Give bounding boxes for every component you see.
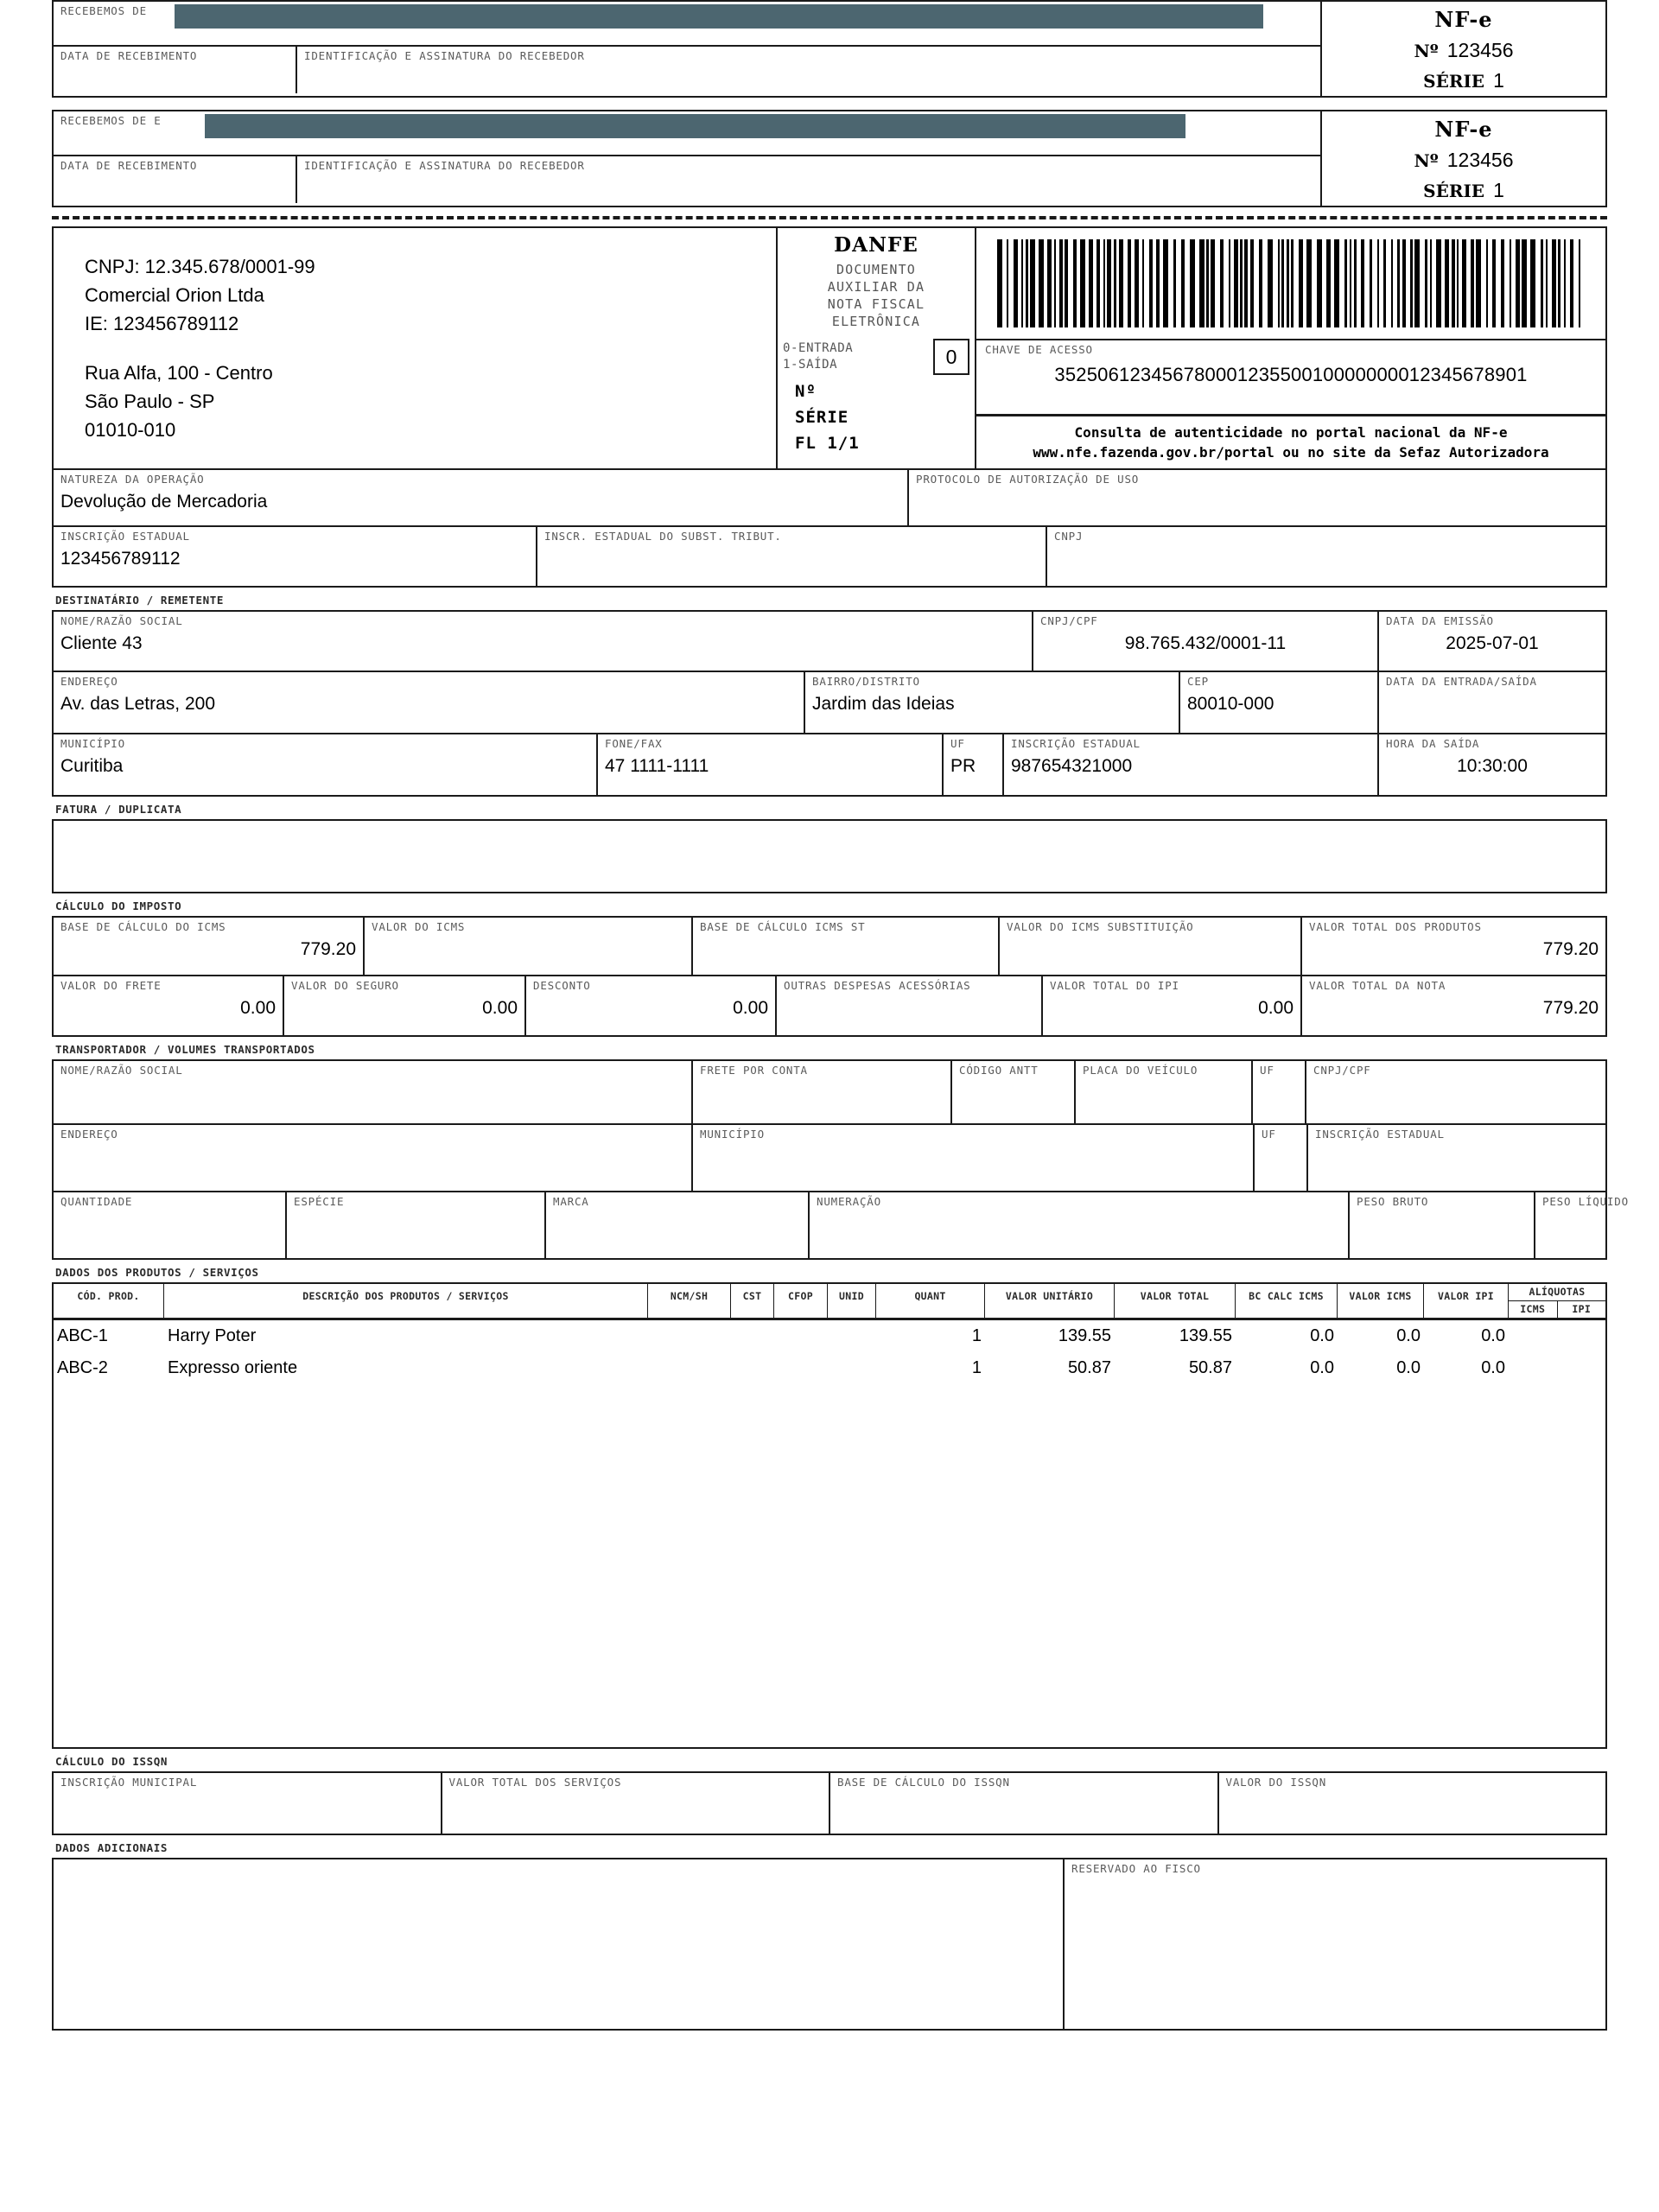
field-value: 0.00 bbox=[1258, 998, 1294, 1018]
adicionais-section-title: DADOS ADICIONAIS bbox=[55, 1841, 168, 1854]
column-header: NCM/SH bbox=[648, 1284, 731, 1318]
chave-acesso-label: CHAVE DE ACESSO bbox=[985, 343, 1093, 356]
field-label: CNPJ/CPF bbox=[1313, 1064, 1371, 1077]
issqn-field bbox=[54, 1773, 442, 1834]
chave-acesso-field bbox=[976, 340, 1605, 416]
recibo-2-data-cell bbox=[54, 156, 297, 203]
recibo-block-1 bbox=[52, 0, 1607, 98]
field-label: VALOR TOTAL DOS PRODUTOS bbox=[1309, 920, 1482, 933]
destinatario-cnpj-label: CNPJ/CPF bbox=[1040, 614, 1098, 627]
destinatario-row-1 bbox=[52, 610, 1607, 672]
table-row[interactable] bbox=[54, 1352, 1605, 1384]
nfe-title: NF-e bbox=[1434, 7, 1493, 32]
protocolo-autorizacao-field bbox=[909, 470, 1605, 525]
field-cell bbox=[1253, 1061, 1306, 1123]
dados-adicionais-box bbox=[52, 1858, 1607, 2031]
chave-acesso-value: 35250612345678000123550010000000012345678901 bbox=[1054, 364, 1528, 385]
issqn-field bbox=[830, 1773, 1219, 1834]
produtos-table bbox=[52, 1282, 1607, 1749]
cell-unid bbox=[828, 1352, 876, 1384]
natureza-operacao-value: Devolução de Mercadoria bbox=[60, 492, 268, 512]
recibo-1-data-cell bbox=[54, 47, 297, 93]
issqn-field bbox=[442, 1773, 831, 1834]
danfe-numero-label: Nº bbox=[795, 382, 817, 401]
issqn-section-title: CÁLCULO DO ISSQN bbox=[55, 1755, 168, 1768]
destinatario-uf-field bbox=[944, 734, 1004, 795]
emitente-ie: IE: 123456789112 bbox=[85, 313, 239, 334]
destinatario-endereco-field bbox=[54, 672, 805, 733]
danfe-title-block bbox=[778, 228, 976, 468]
danfe-word: DANFE bbox=[834, 233, 918, 257]
danfe-entrada-label: 0-ENTRADA bbox=[783, 341, 854, 355]
nfe-serie-line bbox=[1322, 69, 1605, 92]
field-label: VALOR DO ICMS bbox=[372, 920, 466, 933]
data-emissao-value: 2025-07-01 bbox=[1446, 633, 1539, 653]
cell-valor_unitario: 50.87 bbox=[1067, 1358, 1111, 1377]
natureza-row bbox=[52, 470, 1607, 527]
field-cell bbox=[287, 1192, 546, 1258]
destinatario-section-title: DESTINATÁRIO / REMETENTE bbox=[55, 594, 225, 607]
danfe-folha: FL 1/1 bbox=[795, 434, 860, 453]
field-label: BASE DE CÁLCULO ICMS ST bbox=[700, 920, 866, 933]
destinatario-municipio-value: Curitiba bbox=[60, 756, 124, 776]
identificacao-assinatura-label: IDENTIFICAÇÃO E ASSINATURA DO RECEBEDOR bbox=[304, 159, 585, 172]
field-value: 0.00 bbox=[482, 998, 518, 1018]
cell-bc_icms: 0.0 bbox=[1310, 1358, 1334, 1377]
cell-descricao: Expresso oriente bbox=[168, 1358, 298, 1377]
column-header: CFOP bbox=[774, 1284, 828, 1318]
field-cell bbox=[54, 1061, 693, 1123]
imposto-row-1 bbox=[52, 916, 1607, 976]
field-label: VALOR TOTAL DA NOTA bbox=[1309, 979, 1446, 992]
column-header: DESCRIÇÃO DOS PRODUTOS / SERVIÇOS bbox=[164, 1284, 648, 1318]
field-cell bbox=[693, 1125, 1255, 1191]
nfe-numero-value: 123456 bbox=[1446, 39, 1514, 61]
column-header-aliquotas bbox=[1509, 1284, 1605, 1318]
destinatario-municipio-label: MUNICÍPIO bbox=[60, 737, 125, 750]
emitente-razao-social: Comercial Orion Ltda bbox=[85, 284, 264, 306]
field-label: BASE DE CÁLCULO DO ICMS bbox=[60, 920, 226, 933]
recibo-1-ident-cell bbox=[297, 47, 1320, 93]
transporte-row-3 bbox=[52, 1192, 1629, 1260]
cell-codigo: ABC-1 bbox=[57, 1326, 108, 1345]
issqn-field-label: INSCRIÇÃO MUNICIPAL bbox=[60, 1776, 198, 1789]
destinatario-cnpj-value: 98.765.432/0001-11 bbox=[1124, 633, 1287, 653]
field-value: 0.00 bbox=[733, 998, 768, 1018]
destinatario-bairro-field bbox=[805, 672, 1180, 733]
field-label: PESO BRUTO bbox=[1357, 1195, 1429, 1208]
inscricao-substituto-field bbox=[537, 527, 1047, 586]
cell-valor_unitario: 139.55 bbox=[1058, 1326, 1111, 1345]
cell-ncm bbox=[648, 1352, 731, 1384]
cell-cfop bbox=[774, 1352, 828, 1384]
transporte-row-2 bbox=[52, 1125, 1607, 1192]
data-recebimento-label: DATA DE RECEBIMENTO bbox=[60, 49, 198, 62]
fatura-section-title: FATURA / DUPLICATA bbox=[55, 803, 182, 816]
column-header: VALOR ICMS bbox=[1338, 1284, 1424, 1318]
fatura-duplicata-box bbox=[52, 819, 1607, 893]
inscricoes-row bbox=[52, 527, 1607, 588]
field-cell bbox=[365, 918, 693, 975]
field-label: ESPÉCIE bbox=[294, 1195, 345, 1208]
cell-aliquotas bbox=[1509, 1320, 1605, 1352]
cell-valor_total: 50.87 bbox=[1188, 1358, 1232, 1377]
destinatario-cep-value: 80010-000 bbox=[1187, 694, 1274, 714]
field-cell bbox=[1308, 1125, 1605, 1191]
field-cell bbox=[777, 976, 1043, 1035]
destinatario-endereco-value: Av. das Letras, 200 bbox=[60, 694, 216, 714]
redaction-bar bbox=[175, 4, 1263, 29]
destinatario-cnpj-field bbox=[1033, 612, 1379, 671]
reservado-fisco-field bbox=[1065, 1859, 1605, 2029]
issqn-field bbox=[1219, 1773, 1606, 1834]
recibo-1-recebemos bbox=[54, 2, 1320, 47]
cut-line-separator bbox=[52, 216, 1607, 219]
field-cell bbox=[810, 1192, 1350, 1258]
danfe-serie-label: SÉRIE bbox=[795, 408, 849, 427]
barcode-container bbox=[976, 228, 1605, 340]
destinatario-ie-field bbox=[1004, 734, 1379, 795]
field-value: 779.20 bbox=[300, 939, 356, 959]
column-header: CÓD. PROD. bbox=[54, 1284, 164, 1318]
field-cell bbox=[1350, 1192, 1535, 1258]
field-label: DESCONTO bbox=[533, 979, 591, 992]
recibo-2-row2 bbox=[54, 156, 1320, 203]
field-value: 779.20 bbox=[1542, 998, 1599, 1018]
destinatario-bairro-label: BAIRRO/DISTRITO bbox=[812, 675, 920, 688]
destinatario-ie-value: 987654321000 bbox=[1011, 756, 1133, 776]
produtos-section-title: DADOS DOS PRODUTOS / SERVIÇOS bbox=[55, 1266, 259, 1279]
inscricao-estadual-field bbox=[54, 527, 537, 586]
data-entrada-saida-field bbox=[1379, 672, 1605, 733]
nfe-box-1 bbox=[1320, 0, 1607, 98]
destinatario-bairro-value: Jardim das Ideias bbox=[812, 694, 955, 714]
emitente-cnpj-label: CNPJ bbox=[1054, 530, 1084, 543]
aliquotas-ipi-label: IPI bbox=[1572, 1303, 1592, 1315]
cell-valor_icms: 0.0 bbox=[1396, 1358, 1421, 1377]
cell-cfop bbox=[774, 1320, 828, 1352]
cell-quant: 1 bbox=[971, 1326, 982, 1345]
nfe-numero-line bbox=[1322, 39, 1605, 62]
hora-saida-field bbox=[1379, 734, 1605, 795]
issqn-field-label: VALOR DO ISSQN bbox=[1225, 1776, 1327, 1789]
inscricao-substituto-label: INSCR. ESTADUAL DO SUBST. TRIBUT. bbox=[544, 530, 782, 543]
recibo-block-2 bbox=[52, 110, 1607, 207]
recibo-2-left bbox=[52, 110, 1320, 207]
inscricao-estadual-value: 123456789112 bbox=[60, 549, 181, 569]
informacoes-complementares-field bbox=[54, 1859, 1065, 2029]
column-header: VALOR IPI bbox=[1424, 1284, 1509, 1318]
cell-quant: 1 bbox=[971, 1358, 982, 1377]
danfe-header bbox=[52, 226, 1607, 470]
cell-aliquotas bbox=[1509, 1352, 1605, 1384]
column-header: BC CALC ICMS bbox=[1236, 1284, 1338, 1318]
danfe-sub-line-1: DOCUMENTO bbox=[836, 262, 917, 277]
field-label: PESO LÍQUIDO bbox=[1542, 1195, 1629, 1208]
imposto-section-title: CÁLCULO DO IMPOSTO bbox=[55, 899, 182, 912]
danfe-sub-line-2: AUXILIAR DA bbox=[827, 279, 925, 295]
table-row[interactable] bbox=[54, 1320, 1605, 1352]
identificacao-assinatura-label: IDENTIFICAÇÃO E ASSINATURA DO RECEBEDOR bbox=[304, 49, 585, 62]
natureza-operacao-label: NATUREZA DA OPERAÇÃO bbox=[60, 473, 205, 486]
data-recebimento-label: DATA DE RECEBIMENTO bbox=[60, 159, 198, 172]
field-label: NUMERAÇÃO bbox=[817, 1195, 881, 1208]
danfe-sub-line-3: NOTA FISCAL bbox=[827, 296, 925, 312]
issqn-field-label: BASE DE CÁLCULO DO ISSQN bbox=[837, 1776, 1010, 1789]
cell-valor_total: 139.55 bbox=[1179, 1326, 1232, 1345]
danfe-saida-label: 1-SAÍDA bbox=[783, 358, 838, 372]
produtos-table-body bbox=[54, 1320, 1605, 1747]
field-label: QUANTIDADE bbox=[60, 1195, 133, 1208]
danfe-sub-line-4: ELETRÔNICA bbox=[831, 314, 921, 329]
nfe-numero-value: 123456 bbox=[1446, 149, 1514, 171]
column-header: QUANT bbox=[876, 1284, 985, 1318]
column-header: VALOR TOTAL bbox=[1115, 1284, 1236, 1318]
nfe-serie-label: SÉRIE bbox=[1423, 181, 1485, 201]
destinatario-ie-label: INSCRIÇÃO ESTADUAL bbox=[1011, 737, 1141, 750]
emitente-cnpj-field bbox=[1047, 527, 1605, 586]
nfe-box-2 bbox=[1320, 110, 1607, 207]
reservado-fisco-label: RESERVADO AO FISCO bbox=[1071, 1862, 1201, 1875]
field-label: ENDEREÇO bbox=[60, 1128, 118, 1141]
emitente-block bbox=[54, 228, 778, 468]
field-label: UF bbox=[1262, 1128, 1276, 1141]
nfe-title: NF-e bbox=[1434, 117, 1493, 142]
produtos-table-header bbox=[54, 1284, 1605, 1320]
field-cell bbox=[54, 1192, 287, 1258]
field-cell bbox=[546, 1192, 810, 1258]
recibo-2-recebemos bbox=[54, 111, 1320, 156]
destinatario-municipio-field bbox=[54, 734, 598, 795]
danfe-document bbox=[52, 0, 1629, 2212]
destinatario-row-2 bbox=[52, 672, 1607, 734]
nfe-numero-label: Nº bbox=[1414, 41, 1439, 61]
recebemos-label: RECEBEMOS DE E bbox=[60, 114, 162, 127]
field-value: 0.00 bbox=[240, 998, 276, 1018]
nfe-barcode bbox=[997, 239, 1585, 327]
field-label: MUNICÍPIO bbox=[700, 1128, 765, 1141]
destinatario-uf-label: UF bbox=[950, 737, 965, 750]
destinatario-cep-label: CEP bbox=[1187, 675, 1209, 688]
field-label: MARCA bbox=[553, 1195, 589, 1208]
emitente-cnpj: CNPJ: 12.345.678/0001-99 bbox=[85, 256, 315, 277]
cell-unid bbox=[828, 1320, 876, 1352]
cell-bc_icms: 0.0 bbox=[1310, 1326, 1334, 1345]
nfe-serie-value: 1 bbox=[1493, 179, 1504, 201]
recebemos-label: RECEBEMOS DE bbox=[60, 4, 147, 17]
transporte-row-1 bbox=[52, 1059, 1607, 1125]
destinatario-fone-field bbox=[598, 734, 944, 795]
destinatario-row-3 bbox=[52, 734, 1607, 797]
nfe-serie-value: 1 bbox=[1493, 69, 1504, 92]
field-label: CÓDIGO ANTT bbox=[959, 1064, 1039, 1077]
aliquotas-icms-label: ICMS bbox=[1509, 1301, 1558, 1318]
field-cell bbox=[1306, 1061, 1605, 1123]
field-cell bbox=[1302, 918, 1605, 975]
danfe-subtitle bbox=[781, 261, 971, 330]
nfe-numero-line bbox=[1322, 149, 1605, 172]
field-label: OUTRAS DESPESAS ACESSÓRIAS bbox=[784, 979, 971, 992]
redaction-bar bbox=[205, 114, 1185, 138]
field-cell bbox=[1000, 918, 1302, 975]
danfe-barcode-block bbox=[976, 228, 1605, 468]
field-cell bbox=[54, 918, 365, 975]
field-cell bbox=[284, 976, 526, 1035]
data-entrada-saida-label: DATA DA ENTRADA/SAÍDA bbox=[1386, 675, 1537, 688]
field-cell bbox=[1302, 976, 1605, 1035]
column-header: CST bbox=[731, 1284, 774, 1318]
natureza-operacao-field bbox=[54, 470, 909, 525]
field-cell bbox=[54, 976, 284, 1035]
danfe-tipo-value: 0 bbox=[933, 339, 969, 375]
destinatario-uf-value: PR bbox=[950, 756, 976, 776]
cell-cst bbox=[731, 1320, 774, 1352]
field-cell bbox=[526, 976, 777, 1035]
field-cell bbox=[952, 1061, 1076, 1123]
destinatario-nome-field bbox=[54, 612, 1033, 671]
field-cell bbox=[1043, 976, 1302, 1035]
field-label: NOME/RAZÃO SOCIAL bbox=[60, 1064, 183, 1077]
recibo-1-row2 bbox=[54, 47, 1320, 93]
field-cell bbox=[1535, 1192, 1629, 1258]
nfe-serie-label: SÉRIE bbox=[1423, 71, 1485, 92]
hora-saida-value: 10:30:00 bbox=[1457, 756, 1528, 776]
issqn-row bbox=[52, 1771, 1607, 1835]
aliquotas-label: ALÍQUOTAS bbox=[1509, 1284, 1605, 1301]
field-label: FRETE POR CONTA bbox=[700, 1064, 808, 1077]
field-label: VALOR TOTAL DO IPI bbox=[1050, 979, 1179, 992]
destinatario-fone-value: 47 1111-1111 bbox=[605, 756, 709, 776]
field-cell bbox=[693, 918, 1000, 975]
protocolo-autorizacao-label: PROTOCOLO DE AUTORIZAÇÃO DE USO bbox=[916, 473, 1140, 486]
recibo-2-ident-cell bbox=[297, 156, 1320, 203]
consulta-autenticidade-text: Consulta de autenticidade no portal nacional da NF-e www.nfe.fazenda.gov.br/portal ou no site da Sefaz Autorizadora bbox=[1033, 424, 1549, 461]
destinatario-nome-label: NOME/RAZÃO SOCIAL bbox=[60, 614, 183, 627]
destinatario-cep-field bbox=[1180, 672, 1379, 733]
data-emissao-field bbox=[1379, 612, 1605, 671]
field-label: PLACA DO VEÍCULO bbox=[1083, 1064, 1198, 1077]
destinatario-nome-value: Cliente 43 bbox=[60, 633, 143, 653]
field-cell bbox=[1076, 1061, 1253, 1123]
field-label: VALOR DO ICMS SUBSTITUIÇÃO bbox=[1007, 920, 1194, 933]
emitente-cep: 01010-010 bbox=[85, 419, 176, 441]
cell-valor_ipi: 0.0 bbox=[1481, 1358, 1505, 1377]
danfe-tipo-labels bbox=[783, 340, 933, 373]
field-label: VALOR DO SEGURO bbox=[291, 979, 399, 992]
column-header: VALOR UNITÁRIO bbox=[985, 1284, 1115, 1318]
transporte-section-title: TRANSPORTADOR / VOLUMES TRANSPORTADOS bbox=[55, 1043, 315, 1056]
field-value: 779.20 bbox=[1542, 939, 1599, 959]
issqn-field-label: VALOR TOTAL DOS SERVIÇOS bbox=[448, 1776, 622, 1789]
destinatario-endereco-label: ENDEREÇO bbox=[60, 675, 118, 688]
destinatario-fone-label: FONE/FAX bbox=[605, 737, 663, 750]
nfe-serie-line bbox=[1322, 179, 1605, 202]
cell-valor_icms: 0.0 bbox=[1396, 1326, 1421, 1345]
cell-cst bbox=[731, 1352, 774, 1384]
inscricao-estadual-label: INSCRIÇÃO ESTADUAL bbox=[60, 530, 190, 543]
imposto-row-2 bbox=[52, 976, 1607, 1037]
emitente-endereco: Rua Alfa, 100 - Centro bbox=[85, 362, 273, 384]
emitente-cidade-uf: São Paulo - SP bbox=[85, 391, 215, 412]
field-label: INSCRIÇÃO ESTADUAL bbox=[1315, 1128, 1445, 1141]
data-emissao-label: DATA DA EMISSÃO bbox=[1386, 614, 1494, 627]
cell-valor_ipi: 0.0 bbox=[1481, 1326, 1505, 1345]
cell-ncm bbox=[648, 1320, 731, 1352]
hora-saida-label: HORA DA SAÍDA bbox=[1386, 737, 1480, 750]
field-label: UF bbox=[1260, 1064, 1274, 1077]
field-label: VALOR DO FRETE bbox=[60, 979, 162, 992]
column-header: UNID bbox=[828, 1284, 876, 1318]
field-cell bbox=[54, 1125, 693, 1191]
cell-codigo: ABC-2 bbox=[57, 1358, 108, 1377]
field-cell bbox=[1255, 1125, 1308, 1191]
recibo-1-left bbox=[52, 0, 1320, 98]
cell-descricao: Harry Poter bbox=[168, 1326, 257, 1345]
danfe-tipo-operacao bbox=[781, 339, 971, 375]
field-cell bbox=[693, 1061, 952, 1123]
nfe-numero-label: Nº bbox=[1414, 150, 1439, 171]
